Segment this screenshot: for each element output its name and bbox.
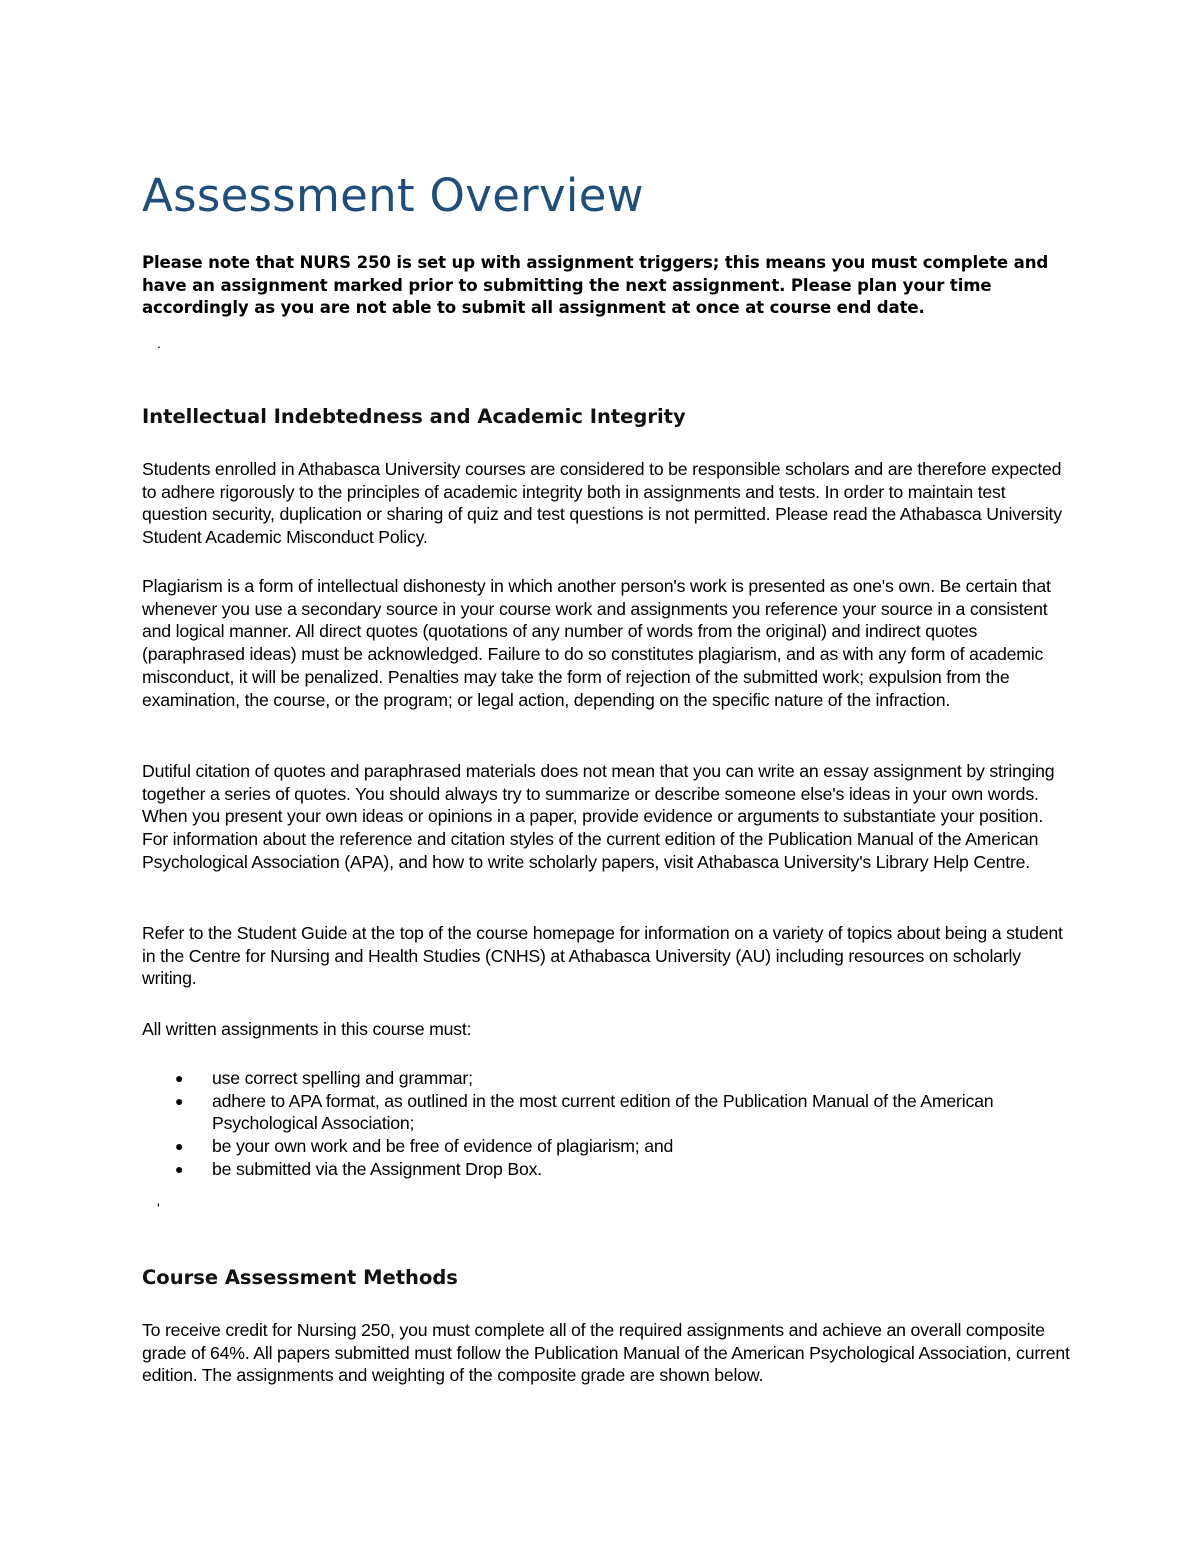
bullet-icon: ● [175, 1160, 184, 1177]
page-title: Assessment Overview [142, 169, 644, 222]
list-item [142, 1090, 1072, 1135]
bullet-icon: ● [175, 1138, 184, 1155]
list-item-text: adhere to APA format, as outlined in the most current edition of the Publication Manual of the American Psychological Association; [212, 1090, 994, 1134]
list-item [142, 1067, 1072, 1090]
bullet-icon: ● [175, 1092, 184, 1109]
paragraph-course-credit: To receive credit for Nursing 250, you must complete all of the required assignments and achieve an overall composite grade of 64%. All papers submitted must follow the Publication Manual of the American Psychological Association, current edition. The assignments and weighting of the composite grade are shown below. [142, 1320, 1070, 1386]
list-item-text: be your own work and be free of evidence of plagiarism; and [212, 1136, 674, 1157]
section-heading-assessment-methods: Course Assessment Methods [142, 1266, 458, 1289]
list-item-text: use correct spelling and grammar; [212, 1068, 473, 1088]
paragraph-responsible-scholars: Students enrolled in Athabasca University courses are considered to be responsible scholars and are therefore expected to adhere rigorously to the principles of academic integrity both in assignments and tests. In order to maintain test question security, duplication or sharing of quiz and test questions is not permitted. Please read the Athabasca University Student Academic Misconduct Policy. [142, 459, 1062, 548]
list-item [142, 1135, 1072, 1158]
list-item-text: be submitted via the Assignment Drop Box. [212, 1158, 543, 1179]
stray-mark: . [157, 335, 161, 351]
assignment-trigger-note: Please note that NURS 250 is set up with assignment triggers; this means you must complete and have an assignment marked prior to submitting the next assignment. Please plan your time accordingly as you are not able to submit all assignment at once at course end date. [142, 253, 1049, 318]
paragraph-written-assignments-intro: All written assignments in this course must: [142, 1019, 472, 1039]
paragraph-plagiarism: Plagiarism is a form of intellectual dishonesty in which another person's work is presented as one's own. Be certain that whenever you use a secondary source in your course work and assignments you reference your source in a consistent and logical manner. All direct quotes (quotations of any number of words from the original) and indirect quotes (paraphrased ideas) must be acknowledged. Failure to do so constitutes plagiarism, and as with any form of academic misconduct, it will be penalized. Penalties may take the form of rejection of the submitted work; expulsion from the examination, the course, or the program; or legal action, depending on the specific nature of the infraction. [142, 576, 1051, 710]
list-item [142, 1158, 1072, 1181]
paragraph-dutiful-citation: Dutiful citation of quotes and paraphrased materials does not mean that you can write an essay assignment by stringing together a series of quotes. You should always try to summarize or describe someone else's ideas in your own words. When you present your own ideas or opinions in a paper, provide evidence or arguments to substantiate your position. For information about the reference and citation styles of the current edition of the Publication Manual of the American Psychological Association (APA), and how to write scholarly papers, visit Athabasca University's Library Help Centre. [142, 761, 1055, 872]
stray-mark: ' [157, 1200, 160, 1216]
bullet-icon: ● [175, 1070, 184, 1086]
section-heading-academic-integrity: Intellectual Indebtedness and Academic Integrity [142, 405, 686, 428]
assignment-requirements-list [142, 1067, 1072, 1181]
paragraph-student-guide: Refer to the Student Guide at the top of the course homepage for information on a variety of topics about being a student in the Centre for Nursing and Health Studies (CNHS) at Athabasca University (AU) including resources on scholarly writing. [142, 923, 1063, 989]
